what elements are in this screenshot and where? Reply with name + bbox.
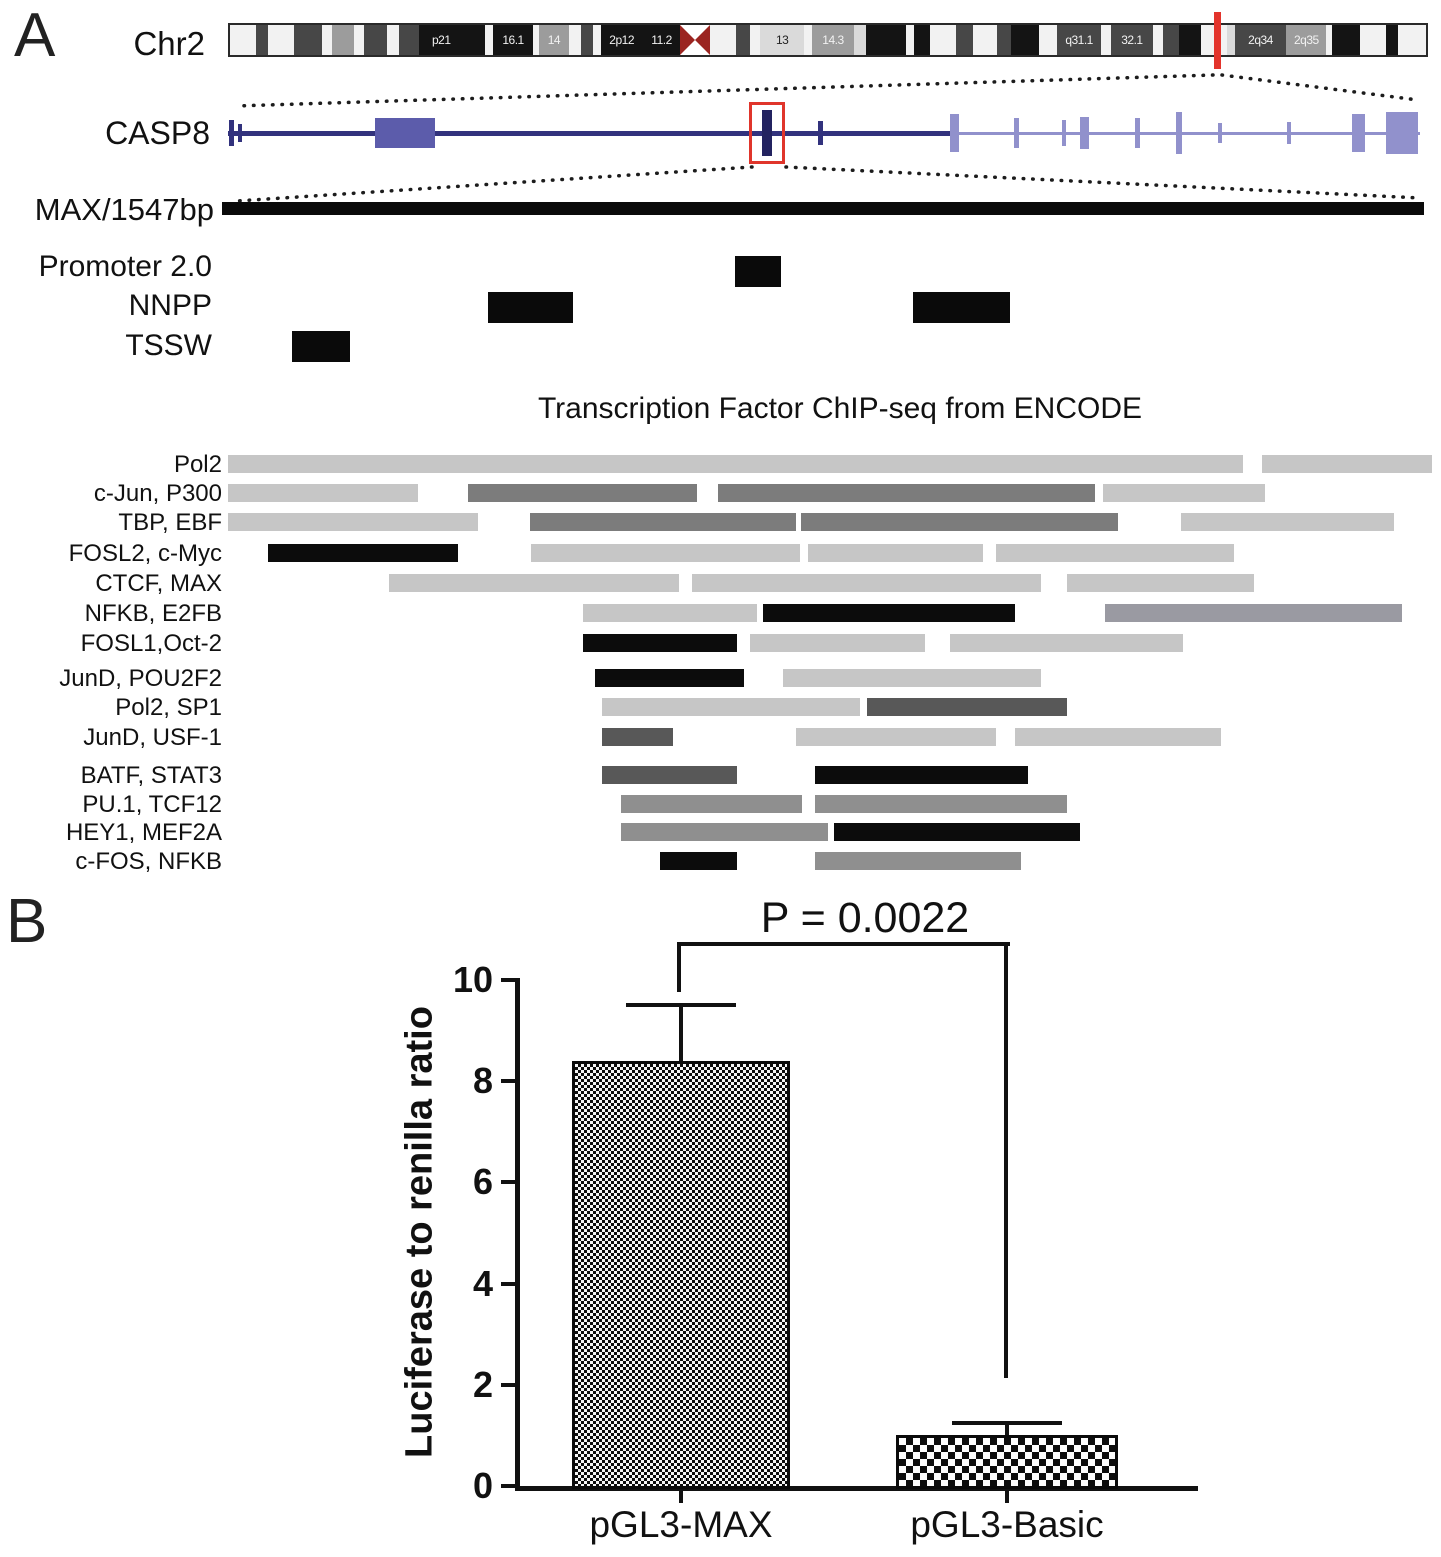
track-label-nnpp: NNPP <box>128 289 212 322</box>
casp8-locus-marker <box>1214 12 1221 69</box>
gene-exon-mark <box>818 121 823 145</box>
tf-row-label-pol2-sp1: Pol2, SP1 <box>115 694 222 721</box>
chipseq-peak-bar <box>228 484 418 502</box>
chr-band-13 <box>760 25 804 55</box>
chr-band <box>1011 25 1039 55</box>
chr-band-label: 16.1 <box>502 33 524 47</box>
chr-band <box>593 25 601 55</box>
chr-band <box>1039 25 1057 55</box>
gene-exon-mark <box>238 124 242 142</box>
chr-band <box>854 25 866 55</box>
chr-band <box>1332 25 1360 55</box>
tf-row-label-pu-1-tcf12: PU.1, TCF12 <box>82 791 222 818</box>
y-axis-tick <box>501 978 515 982</box>
x-category-tick <box>679 1491 683 1503</box>
gene-exon-mark <box>375 118 435 148</box>
tf-row-label-tbp-ebf: TBP, EBF <box>118 509 222 536</box>
chipseq-peak-bar <box>228 513 478 531</box>
chipseq-peak-bar <box>1262 455 1432 473</box>
chr-band-label: 14 <box>547 33 561 47</box>
chr-band <box>399 25 419 55</box>
chipseq-peak-bar <box>867 698 1067 716</box>
dotted-line-gene-to-max-left <box>237 167 752 201</box>
y-tick-label: 0 <box>472 1465 493 1506</box>
x-category-tick <box>1005 1491 1009 1503</box>
chr-band <box>750 25 760 55</box>
y-axis-tick <box>501 1484 515 1488</box>
chipseq-peak-bar <box>468 484 697 502</box>
chipseq-peak-bar <box>996 544 1234 562</box>
chr-band <box>230 25 256 55</box>
predicted-promoter-box-tssw <box>292 331 350 362</box>
zoom-region-red-box <box>749 102 785 164</box>
chr-band-label: 2q35 <box>1293 33 1319 47</box>
chr-band <box>866 25 906 55</box>
chr-band <box>906 25 914 55</box>
chipseq-peak-bar <box>815 766 1028 784</box>
tf-row-label-pol2: Pol2 <box>173 451 222 478</box>
chipseq-peak-bar <box>950 634 1183 652</box>
chr-band <box>1153 25 1163 55</box>
chr-band <box>1163 25 1179 55</box>
predicted-promoter-box-nnpp <box>913 292 1010 323</box>
chipseq-peak-bar <box>815 852 1021 870</box>
max-region-bar <box>222 202 1424 215</box>
panel-b-label: B <box>6 887 48 956</box>
centromere-right-triangle <box>695 25 710 55</box>
y-axis-tick <box>501 1383 515 1387</box>
chipseq-peak-bar <box>268 544 458 562</box>
track-label-tssw: TSSW <box>125 329 212 362</box>
chr-band-label: 2p12 <box>609 33 634 47</box>
chr-band <box>387 25 399 55</box>
y-tick-label: 6 <box>472 1161 493 1203</box>
chr-band <box>973 25 997 55</box>
chr-band <box>1398 25 1426 55</box>
chr-band-2q34 <box>1235 25 1287 55</box>
chipseq-peak-bar <box>763 604 1015 622</box>
tf-row-label-hey1-mef2a: HEY1, MEF2A <box>65 819 222 846</box>
sig-bracket-right-arm <box>1004 942 1008 1378</box>
tf-row-label-batf-stat3: BATF, STAT3 <box>80 762 222 789</box>
chr-band <box>256 25 268 55</box>
predicted-promoter-box-nnpp <box>488 292 573 323</box>
tf-section-title: Transcription Factor ChIP-seq from ENCODE <box>537 392 1143 425</box>
chr-band-32-1 <box>1111 25 1153 55</box>
chipseq-peak-bar <box>621 795 802 813</box>
chr-band-11-2 <box>643 25 681 55</box>
track-label-promoter-2-0: Promoter 2.0 <box>38 250 212 283</box>
chr-band <box>1101 25 1111 55</box>
chr-band <box>1386 25 1398 55</box>
gene-exon-mark <box>1080 117 1089 149</box>
gene-exon-mark <box>1176 112 1182 154</box>
tf-row-label-c-jun-p300: c-Jun, P300 <box>93 480 222 507</box>
tf-row-label-jund-pou2f2: JunD, POU2F2 <box>59 665 222 692</box>
chipseq-peak-bar <box>583 604 757 622</box>
chr-band-p21 <box>419 25 463 55</box>
chr-band-label: q31.1 <box>1065 33 1093 47</box>
track-label-chr2: Chr2 <box>133 25 205 62</box>
y-axis-tick <box>501 1079 515 1083</box>
chr-band-2p12 <box>601 25 643 55</box>
sig-bracket-left-arm <box>677 942 681 992</box>
chipseq-peak-bar <box>1181 513 1394 531</box>
chr-band-label: 11.2 <box>651 33 672 47</box>
error-bar-cap <box>952 1421 1062 1425</box>
bar-pgl3-max <box>572 1061 790 1489</box>
chipseq-peak-bar <box>1067 574 1254 592</box>
gene-intron-line <box>228 131 952 136</box>
y-axis-line <box>515 978 520 1491</box>
chipseq-peak-bar <box>621 823 828 841</box>
y-tick-label: 8 <box>472 1060 493 1102</box>
chipseq-peak-bar <box>796 728 996 746</box>
chr-band <box>485 25 493 55</box>
track-label-max-region: MAX/1547bp <box>34 192 214 227</box>
chr-band <box>354 25 364 55</box>
chipseq-peak-bar <box>602 728 673 746</box>
chr-band <box>332 25 354 55</box>
chr-band-14-3 <box>812 25 854 55</box>
tf-row-label-c-fos-nfkb: c-FOS, NFKB <box>75 848 222 875</box>
tf-row-label-jund-usf-1: JunD, USF-1 <box>83 724 222 751</box>
chipseq-peak-bar <box>389 574 679 592</box>
tf-row-label-ctcf-max: CTCF, MAX <box>95 570 222 597</box>
y-tick-label: 4 <box>472 1262 493 1304</box>
chr-band-2q35 <box>1286 25 1326 55</box>
chr-band-q31-1 <box>1057 25 1101 55</box>
gene-exon-mark <box>1135 118 1140 148</box>
tf-row-label-nfkb-e2fb: NFKB, E2FB <box>84 600 222 627</box>
y-axis-tick <box>501 1282 515 1286</box>
chr-band-16-1 <box>493 25 533 55</box>
bar-pgl3-basic <box>896 1435 1118 1489</box>
chr-band <box>569 25 581 55</box>
chr-band-label: 32.1 <box>1121 33 1143 47</box>
chr-band <box>710 25 736 55</box>
chr-band <box>463 25 485 55</box>
chipseq-peak-bar <box>750 634 925 652</box>
y-axis-tick <box>501 1180 515 1184</box>
track-label-casp8: CASP8 <box>105 115 210 151</box>
y-axis-title: Luciferase to renilla ratio <box>398 1006 441 1458</box>
chr-band <box>914 25 930 55</box>
chr-band-14 <box>539 25 569 55</box>
tf-row-label-fosl1-oct-2: FOSL1,Oct-2 <box>80 630 222 657</box>
panel-a-label: A <box>14 1 56 70</box>
chr-band <box>1227 25 1235 55</box>
error-bar-cap <box>626 1003 736 1007</box>
error-bar-stem <box>679 1005 683 1061</box>
chipseq-peak-bar <box>1105 604 1402 622</box>
chipseq-peak-bar <box>1103 484 1265 502</box>
y-tick-label: 10 <box>452 959 493 1000</box>
chr-band <box>1179 25 1201 55</box>
chr-band <box>736 25 750 55</box>
gene-exon-mark <box>950 114 959 152</box>
chipseq-peak-bar <box>660 852 737 870</box>
sig-bracket-horizontal <box>677 942 1010 946</box>
chr-band <box>581 25 593 55</box>
chr-band-label: 14.3 <box>822 33 844 47</box>
chipseq-peak-bar <box>530 513 796 531</box>
chipseq-peak-bar <box>583 634 737 652</box>
chipseq-peak-bar <box>801 513 1118 531</box>
chipseq-peak-bar <box>692 574 1041 592</box>
chipseq-peak-bar <box>718 484 1095 502</box>
tf-row-label-fosl2-c-myc: FOSL2, c-Myc <box>68 540 222 567</box>
chipseq-peak-bar <box>808 544 983 562</box>
chr-band-label: p21 <box>432 33 451 47</box>
centromere-icon <box>680 25 710 55</box>
gene-intron-line <box>952 132 1420 135</box>
dotted-line-chr-to-gene-right <box>1222 75 1418 100</box>
chipseq-peak-bar <box>602 766 737 784</box>
gene-exon-mark <box>1062 120 1066 146</box>
chr-band <box>997 25 1011 55</box>
chromosome-2-ideogram <box>228 23 1428 57</box>
dotted-line-gene-to-max-right <box>786 167 1420 198</box>
chr-band <box>930 25 956 55</box>
chr-band-label: 2q34 <box>1248 33 1273 47</box>
gene-exon-mark <box>229 120 234 146</box>
chipseq-peak-bar <box>602 698 860 716</box>
chr-band <box>804 25 812 55</box>
chr-band <box>1360 25 1386 55</box>
chipseq-peak-bar <box>815 795 1067 813</box>
chipseq-peak-bar <box>595 669 744 687</box>
casp8-gene-model <box>0 100 1441 170</box>
gene-exon-mark <box>1287 122 1291 144</box>
x-category-label: pGL3-Basic <box>910 1504 1104 1545</box>
chipseq-peak-bar <box>783 669 1041 687</box>
chipseq-peak-bar <box>1015 728 1221 746</box>
y-tick-label: 2 <box>472 1363 493 1405</box>
gene-exon-mark <box>1386 112 1418 154</box>
chr-band <box>268 25 294 55</box>
chipseq-peak-bar <box>228 455 1243 473</box>
chr-band <box>364 25 388 55</box>
chipseq-peak-bar <box>531 544 800 562</box>
chr-band <box>294 25 322 55</box>
chr-band <box>322 25 332 55</box>
x-category-label: pGL3-MAX <box>589 1504 773 1545</box>
p-value-label: P = 0.0022 <box>760 894 970 942</box>
gene-exon-mark <box>1218 123 1222 143</box>
predicted-promoter-box-promoter-2-0 <box>735 256 781 287</box>
gene-exon-mark <box>1352 114 1365 152</box>
centromere-left-triangle <box>680 25 695 55</box>
chr-band <box>956 25 974 55</box>
gene-exon-mark <box>1014 118 1019 148</box>
chr-band-label: 13 <box>775 33 789 47</box>
chipseq-peak-bar <box>834 823 1080 841</box>
